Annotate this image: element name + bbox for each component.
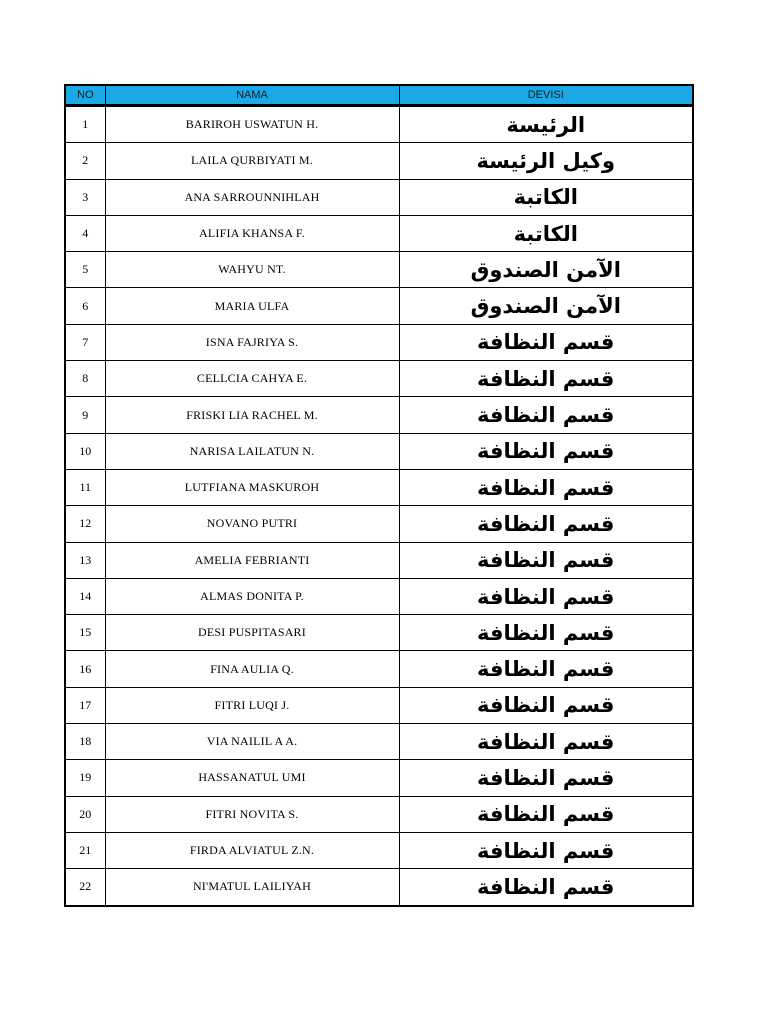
row-nama-cell: AMELIA FEBRIANTI [105,542,399,578]
table-row [65,215,693,251]
row-devisi-cell: قسم النظافة [399,506,693,542]
row-devisi-cell: قسم النظافة [399,651,693,687]
row-devisi-cell: الآمن الصندوق [399,288,693,324]
row-nama-cell: FIRDA ALVIATUL Z.N. [105,832,399,868]
row-devisi-cell: قسم النظافة [399,433,693,469]
row-devisi-cell: الرئيسة [399,106,693,143]
member-table [64,84,694,907]
table-header [65,85,693,106]
row-no-cell: 15 [65,615,105,651]
row-devisi-cell: قسم النظافة [399,760,693,796]
row-nama-cell: ALMAS DONITA P. [105,578,399,614]
table-row [65,687,693,723]
header-nama: NAMA [105,85,399,106]
row-no-cell: 5 [65,252,105,288]
table-row [65,615,693,651]
row-no-cell: 18 [65,724,105,760]
row-nama-cell: ANA SARROUNNIHLAH [105,179,399,215]
row-nama-cell: ISNA FAJRIYA S. [105,324,399,360]
row-nama-cell: CELLCIA CAHYA E. [105,361,399,397]
row-no-cell: 8 [65,361,105,397]
table-row [65,179,693,215]
row-no-cell: 1 [65,106,105,143]
table-row [65,578,693,614]
row-devisi-cell: قسم النظافة [399,578,693,614]
table-row [65,796,693,832]
row-devisi-cell: قسم النظافة [399,869,693,906]
table-row [65,143,693,179]
table-row [65,324,693,360]
row-no-cell: 19 [65,760,105,796]
row-no-cell: 16 [65,651,105,687]
row-no-cell: 11 [65,469,105,505]
row-devisi-cell: وكيل الرئيسة [399,143,693,179]
row-nama-cell: NI'MATUL LAILIYAH [105,869,399,906]
row-no-cell: 14 [65,578,105,614]
row-no-cell: 20 [65,796,105,832]
row-devisi-cell: الكاتبة [399,215,693,251]
row-devisi-cell: قسم النظافة [399,324,693,360]
row-devisi-cell: قسم النظافة [399,469,693,505]
table-row [65,361,693,397]
row-nama-cell: WAHYU NT. [105,252,399,288]
row-no-cell: 4 [65,215,105,251]
table-row [65,869,693,906]
table-row [65,724,693,760]
row-nama-cell: MARIA ULFA [105,288,399,324]
row-devisi-cell: قسم النظافة [399,361,693,397]
row-no-cell: 21 [65,832,105,868]
row-nama-cell: ALIFIA KHANSA F. [105,215,399,251]
row-no-cell: 7 [65,324,105,360]
row-no-cell: 6 [65,288,105,324]
row-no-cell: 17 [65,687,105,723]
member-table-sheet [64,84,692,907]
row-nama-cell: NOVANO PUTRI [105,506,399,542]
row-devisi-cell: قسم النظافة [399,397,693,433]
table-row [65,542,693,578]
row-no-cell: 3 [65,179,105,215]
row-nama-cell: BARIROH USWATUN H. [105,106,399,143]
table-body [65,106,693,906]
header-devisi: DEVISI [399,85,693,106]
table-row [65,506,693,542]
row-no-cell: 13 [65,542,105,578]
row-no-cell: 10 [65,433,105,469]
row-devisi-cell: قسم النظافة [399,832,693,868]
table-row [65,397,693,433]
row-nama-cell: FITRI NOVITA S. [105,796,399,832]
row-devisi-cell: قسم النظافة [399,724,693,760]
row-no-cell: 2 [65,143,105,179]
row-nama-cell: LAILA QURBIYATI M. [105,143,399,179]
row-devisi-cell: قسم النظافة [399,615,693,651]
table-row [65,288,693,324]
row-nama-cell: DESI PUSPITASARI [105,615,399,651]
table-row [65,469,693,505]
header-no: NO [65,85,105,106]
row-nama-cell: NARISA LAILATUN N. [105,433,399,469]
row-nama-cell: FINA AULIA Q. [105,651,399,687]
row-devisi-cell: قسم النظافة [399,796,693,832]
table-row [65,106,693,143]
table-row [65,433,693,469]
row-devisi-cell: قسم النظافة [399,542,693,578]
row-no-cell: 12 [65,506,105,542]
table-row [65,760,693,796]
header-row [65,85,693,106]
row-devisi-cell: قسم النظافة [399,687,693,723]
row-no-cell: 9 [65,397,105,433]
table-row [65,651,693,687]
row-devisi-cell: الآمن الصندوق [399,252,693,288]
row-nama-cell: HASSANATUL UMI [105,760,399,796]
row-nama-cell: VIA NAILIL A A. [105,724,399,760]
row-nama-cell: LUTFIANA MASKUROH [105,469,399,505]
table-row [65,252,693,288]
row-nama-cell: FITRI LUQI J. [105,687,399,723]
table-row [65,832,693,868]
row-nama-cell: FRISKI LIA RACHEL M. [105,397,399,433]
row-no-cell: 22 [65,869,105,906]
row-devisi-cell: الكاتبة [399,179,693,215]
